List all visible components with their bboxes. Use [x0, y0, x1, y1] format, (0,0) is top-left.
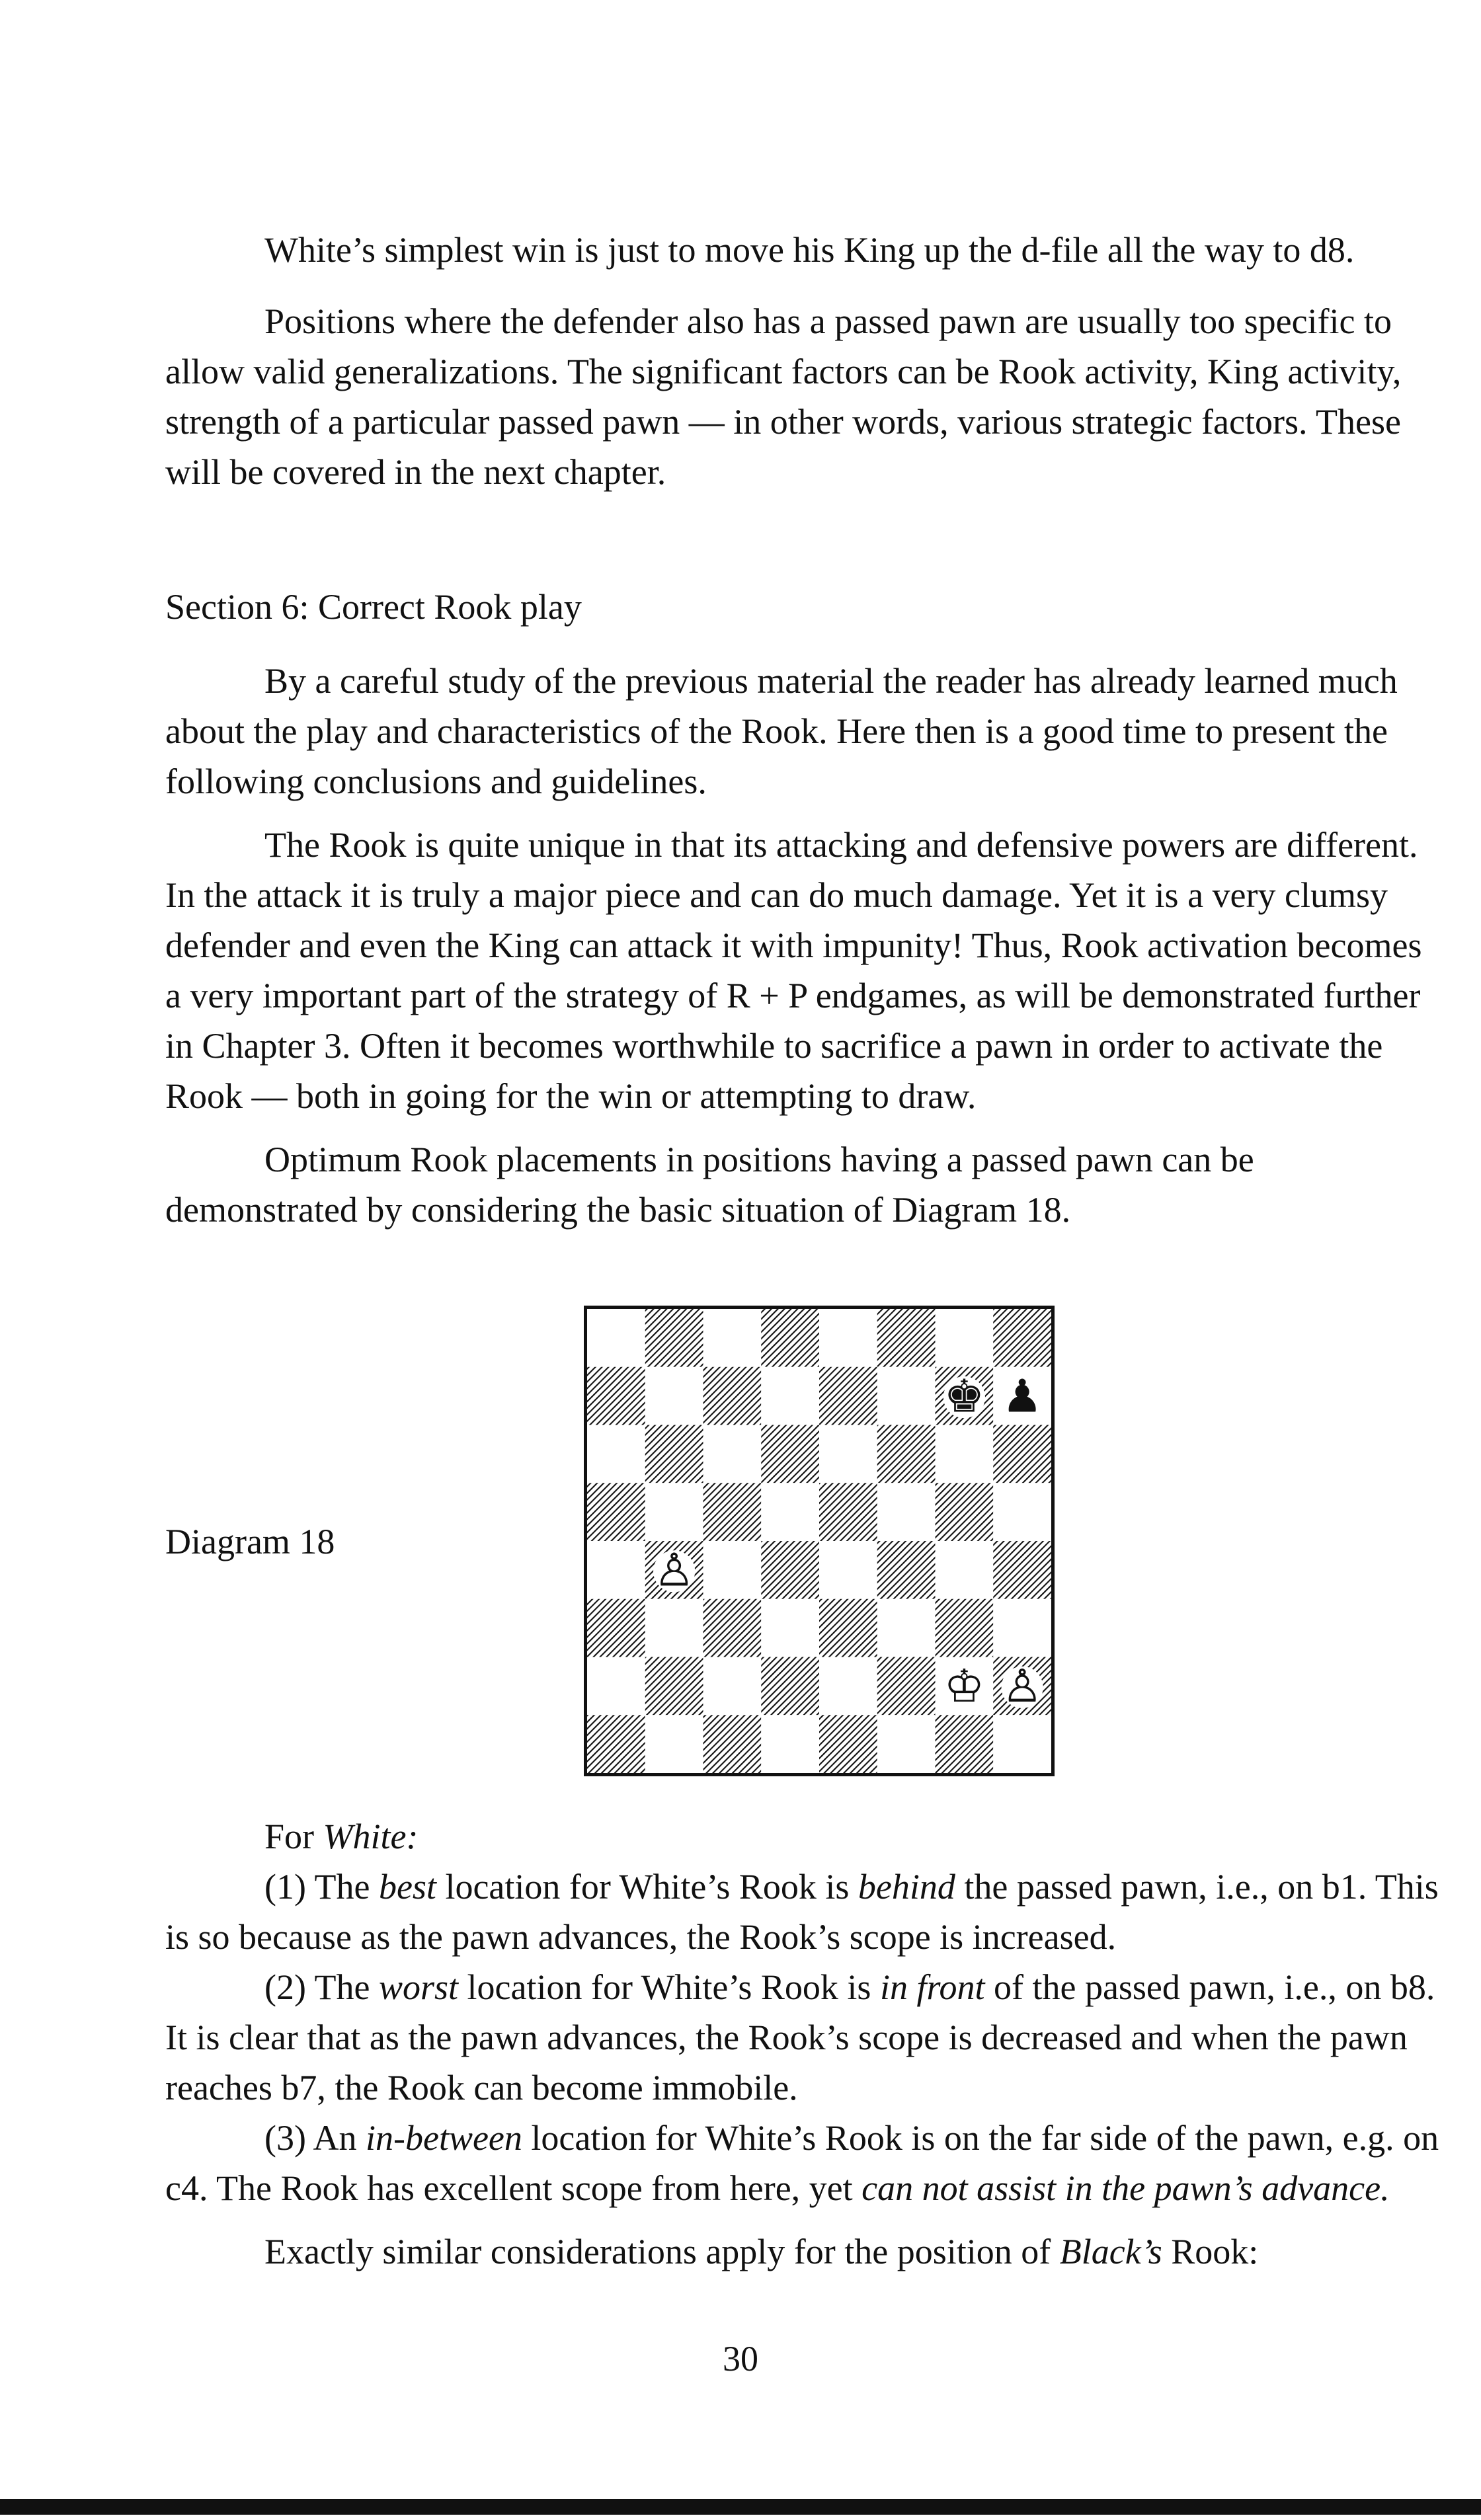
for-white-heading: For White:: [264, 1817, 419, 1856]
square-f1: [877, 1715, 936, 1773]
text-bottom: [165, 1811, 1441, 2277]
square-e6: [819, 1425, 877, 1483]
paragraph-1: White’s simplest win is just to move his King up the d-file all the way to d8.: [264, 230, 1355, 270]
text-middle: [165, 656, 1441, 1235]
square-a3: [587, 1599, 645, 1657]
square-c6: [703, 1425, 762, 1483]
square-e4: [819, 1541, 877, 1599]
paragraph-2: Positions where the defender also has a passed pawn are usually too specific to allow valid generalizations. The significant factors can be Rook activity, King activity, strength of a particular passed pawn — in other words, various strategic factors. These will be covered in the next chapter.: [165, 301, 1402, 492]
square-f3: [877, 1599, 936, 1657]
square-a8: [587, 1309, 645, 1367]
item-1: (1) The best location for White’s Rook is behind the passed pawn, i.e., on b1. This is so because as the pawn advances, the Rook’s scope is increased.: [165, 1867, 1439, 1957]
square-a6: [587, 1425, 645, 1483]
chessboard: [587, 1309, 1051, 1773]
square-c2: [703, 1657, 762, 1715]
square-g4: [936, 1541, 994, 1599]
square-f7: [877, 1367, 936, 1425]
square-h3: [993, 1599, 1051, 1657]
item-3: (3) An in-between location for White’s Rook is on the far side of the pawn, e.g. on c4. The Rook has excellent scope from here, yet can not assist in the pawn’s advance.: [165, 2118, 1439, 2208]
square-a2: [587, 1657, 645, 1715]
square-h6: [993, 1425, 1051, 1483]
square-d7: [761, 1367, 819, 1425]
square-h5: [993, 1483, 1051, 1541]
square-d4: [761, 1541, 819, 1599]
square-e5: [819, 1483, 877, 1541]
square-e8: [819, 1309, 877, 1367]
square-d3: [761, 1599, 819, 1657]
paragraph-5: Optimum Rook placements in positions having a passed pawn can be demonstrated by considering the basic situation of Diagram 18.: [165, 1140, 1254, 1230]
square-b5: [645, 1483, 703, 1541]
chess-diagram: [584, 1306, 1055, 1776]
square-c3: [703, 1599, 762, 1657]
square-b3: [645, 1599, 703, 1657]
black-king-g7: ♚: [943, 1370, 985, 1423]
closing-line: Exactly similar considerations apply for the position of Black’s Rook:: [264, 2232, 1259, 2271]
scan-edge: [0, 2499, 1481, 2515]
square-d2: [761, 1657, 819, 1715]
square-d5: [761, 1483, 819, 1541]
diagram-label: Diagram 18: [165, 1522, 335, 1561]
text-top: [165, 225, 1441, 497]
square-b7: [645, 1367, 703, 1425]
square-f6: [877, 1425, 936, 1483]
square-e7: [819, 1367, 877, 1425]
paragraph-3: By a careful study of the previous material the reader has already learned much about the play and characteristics of the Rook. Here then is a good time to present the following conclusions and guidelines.: [165, 661, 1398, 801]
square-h1: [993, 1715, 1051, 1773]
square-c1: [703, 1715, 762, 1773]
square-e3: [819, 1599, 877, 1657]
black-pawn-h7: ♟: [1002, 1370, 1043, 1423]
square-c4: [703, 1541, 762, 1599]
square-c5: [703, 1483, 762, 1541]
square-c7: [703, 1367, 762, 1425]
white-king-g2: ♔: [943, 1660, 985, 1713]
square-c8: [703, 1309, 762, 1367]
square-f2: [877, 1657, 936, 1715]
square-g1: [936, 1715, 994, 1773]
square-g6: [936, 1425, 994, 1483]
square-b2: [645, 1657, 703, 1715]
page-number: 30: [723, 2339, 758, 2379]
square-e1: [819, 1715, 877, 1773]
square-h4: [993, 1541, 1051, 1599]
square-g5: [936, 1483, 994, 1541]
square-h8: [993, 1309, 1051, 1367]
square-g8: [936, 1309, 994, 1367]
section-heading: Section 6: Correct Rook play: [165, 587, 582, 627]
square-f5: [877, 1483, 936, 1541]
square-d8: [761, 1309, 819, 1367]
white-pawn-h2: ♙: [1002, 1660, 1043, 1713]
square-e2: [819, 1657, 877, 1715]
square-a1: [587, 1715, 645, 1773]
white-pawn-b4: ♙: [653, 1544, 695, 1597]
item-2: (2) The worst location for White’s Rook is in front of the passed pawn, i.e., on b8. It is clear that as the pawn advances, the Rook’s scope is decreased and when the pawn reaches b7, the Rook can become immobile.: [165, 1967, 1435, 2107]
square-b1: [645, 1715, 703, 1773]
square-f8: [877, 1309, 936, 1367]
square-g3: [936, 1599, 994, 1657]
square-f4: [877, 1541, 936, 1599]
square-b6: [645, 1425, 703, 1483]
square-a7: [587, 1367, 645, 1425]
paragraph-4: The Rook is quite unique in that its attacking and defensive powers are different. In the attack it is truly a major piece and can do much damage. Yet it is a very clumsy defender and even the King can attack it with impunity! Thus, Rook activation becomes a very important part of the strategy of R + P endgames, as will be demonstrated further in Chapter 3. Often it becomes worthwhile to sacrifice a pawn in order to activate the Rook — both in going for the win or attempting to draw.: [165, 825, 1422, 1116]
square-d6: [761, 1425, 819, 1483]
square-b8: [645, 1309, 703, 1367]
square-d1: [761, 1715, 819, 1773]
square-a5: [587, 1483, 645, 1541]
square-a4: [587, 1541, 645, 1599]
